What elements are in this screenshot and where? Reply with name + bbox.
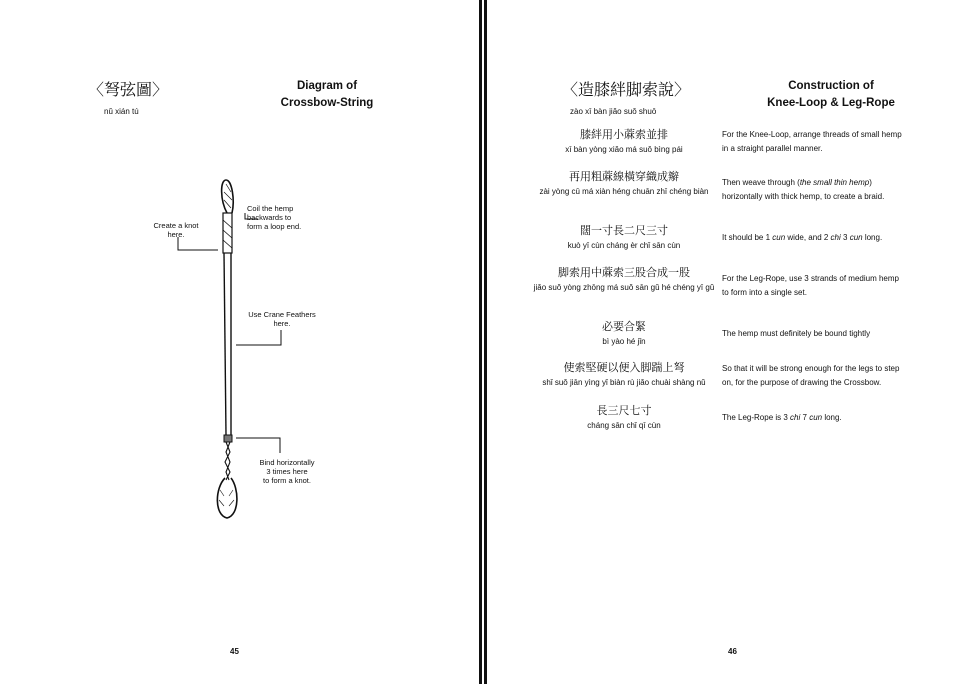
text-span: Then weave through ( (722, 178, 800, 187)
verse-row-3 (524, 224, 724, 251)
translation-line: For the Knee-Loop, arrange threads of small hemp (722, 130, 902, 139)
verse-chinese: 脚索用中蔴索三股合成一股 (558, 266, 690, 279)
label-create-knot: Create a knot here. (153, 221, 199, 239)
verse-row-1 (524, 128, 724, 155)
translation-line: to form into a single set. (722, 288, 807, 297)
right-title-english (746, 78, 916, 112)
translation-line: The hemp must definitely be bound tightly (722, 329, 871, 338)
left-title-chinese: 〈弩弦圖〉 (88, 80, 169, 99)
spine-edge-left (479, 0, 482, 684)
translation-row-1 (722, 128, 942, 156)
translation-row-4 (722, 272, 942, 300)
verse-row-6 (524, 361, 724, 388)
italic-span: cun (849, 233, 863, 242)
italic-span: chi (830, 233, 841, 242)
label-crane-feathers: Use Crane Feathers here. (248, 310, 316, 328)
verse-pinyin: jiǎo suǒ yòng zhōng má suǒ sān gǔ hé chéng yī gǔ (533, 283, 715, 292)
string-line-left (224, 253, 226, 435)
verse-chinese: 長三尺七寸 (596, 404, 652, 417)
verse-pinyin: cháng sān chǐ qī cùn (587, 421, 661, 430)
translation-row-5 (722, 327, 942, 341)
verse-row-7 (524, 404, 724, 431)
text-span: long. (822, 413, 842, 422)
page-number-left: 45 (230, 647, 239, 656)
verse-chinese: 必要合緊 (602, 320, 646, 333)
translation-line (722, 231, 942, 245)
italic-span: chi (790, 413, 801, 422)
translation-row-2 (722, 176, 942, 204)
verse-chinese: 闊一寸長二尺三寸 (580, 224, 668, 237)
left-title-pinyin: nǔ xián tú (104, 107, 139, 116)
text-span: It should be 1 (722, 233, 773, 242)
right-page (488, 0, 973, 684)
translation-row-6 (722, 362, 942, 390)
text-span: The Leg-Rope is 3 (722, 413, 791, 422)
text-span: long. (862, 233, 883, 242)
text-span: 3 (840, 233, 850, 242)
page-number-right: 46 (728, 647, 737, 656)
leader-bind (236, 438, 280, 453)
verse-pinyin: kuò yī cùn cháng èr chǐ sān cùn (567, 241, 681, 250)
right-title-english-line1: Construction of (788, 80, 874, 92)
translation-line: horizontally with thick hemp, to create a braid. (722, 192, 885, 201)
italic-span: cun (809, 413, 823, 422)
verse-row-5 (524, 320, 724, 347)
book-spine (479, 0, 488, 684)
spine-edge-right (484, 0, 487, 684)
text-span: ) (869, 178, 872, 187)
translation-line: For the Leg-Rope, use 3 strands of medium hemp (722, 274, 899, 283)
verse-chinese: 使索堅硬以便入脚踹上弩 (563, 361, 685, 374)
verse-row-4 (524, 266, 724, 293)
label-bind-horizontally: Bind horizontally 3 times here to form a knot. (259, 458, 315, 485)
translation-line (722, 176, 942, 190)
right-title-chinese: 〈造膝絆脚索說〉 (562, 80, 691, 99)
verse-pinyin: xī bàn yòng xiǎo má suǒ bìng pái (565, 145, 683, 154)
translation-row-3 (722, 231, 942, 245)
leader-feathers (236, 330, 281, 345)
text-span: wide, and 2 (785, 233, 831, 242)
verse-pinyin: zài yòng cū má xiàn héng chuān zhī chéng biàn (539, 187, 709, 196)
label-coil-hemp: Coil the hemp backwards to form a loop end. (247, 204, 302, 231)
left-title-english (250, 78, 404, 112)
left-page (0, 0, 479, 684)
verse-row-2 (524, 170, 724, 197)
lower-binding (224, 435, 232, 442)
top-loop (222, 180, 234, 213)
right-title-english-line2: Knee-Loop & Leg-Rope (767, 97, 895, 109)
lower-twist (225, 442, 230, 480)
left-title-english-line2: Crossbow-String (280, 97, 374, 109)
italic-span: the small thin hemp (799, 178, 870, 187)
verse-pinyin: bì yào hé jǐn (602, 337, 646, 346)
right-title-pinyin: zào xī bàn jiǎo suǒ shuō (570, 107, 657, 116)
translation-line: on, for the purpose of drawing the Crossbow. (722, 378, 882, 387)
left-title-english-line1: Diagram of (296, 80, 358, 92)
bottom-loop (217, 478, 237, 518)
translation-line (722, 411, 942, 425)
translation-line: in a straight parallel manner. (722, 144, 823, 153)
text-span: 7 (800, 413, 810, 422)
translation-row-7 (722, 411, 942, 425)
translation-line: So that it will be strong enough for the legs to step (722, 364, 900, 373)
verse-chinese: 再用粗蔴線橫穿織成辮 (569, 170, 679, 183)
italic-span: cun (772, 233, 786, 242)
verse-pinyin: shǐ suǒ jiān yìng yǐ biàn rù jiǎo chuài shàng nǔ (542, 378, 706, 387)
verse-chinese: 膝絆用小蔴索並排 (580, 128, 668, 141)
